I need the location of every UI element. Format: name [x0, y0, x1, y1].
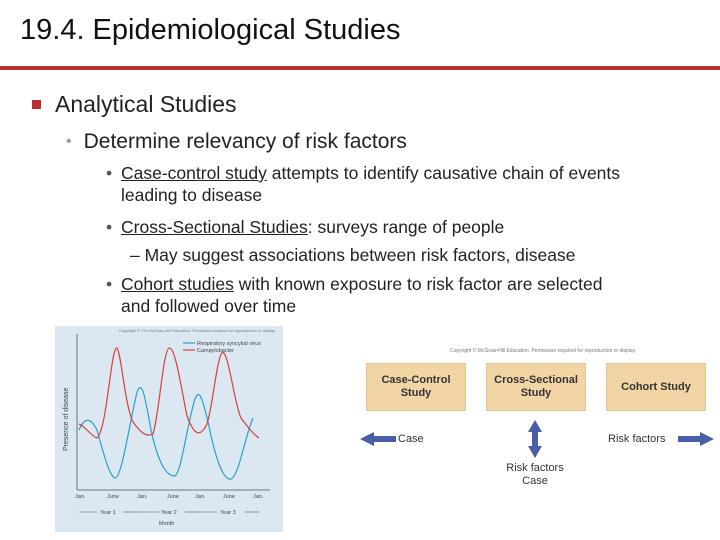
study-design-diagram [360, 345, 715, 495]
center-label-risk-factors: Risk factors [506, 462, 564, 474]
x-tick-2: Jan. [137, 494, 148, 500]
seasonal-disease-graphic [55, 326, 283, 532]
sub-bullet-associations: – May suggest associations between risk factors, disease [130, 245, 576, 265]
bullet-level1 [32, 91, 237, 118]
cross-sectional-text: : surveys range of people [307, 217, 505, 237]
cross-sectional-term: Cross-Sectional Studies [121, 217, 308, 237]
bullet-cohort [106, 273, 706, 317]
bullet-level2 [66, 130, 407, 154]
box-cohort: Cohort Study [606, 363, 706, 411]
figure-right-copyright: Copyright © McGraw-Hill Education. Permission required for reproduction or display. [450, 348, 637, 354]
slide-title: 19.4. Epidemiological Studies [20, 14, 401, 46]
x-tick-5: June [223, 494, 235, 500]
legend-campylobacter: Campylobacter [197, 348, 234, 354]
bullet-case-control [106, 162, 706, 206]
seasonal-disease-figure [55, 326, 283, 532]
legend-rsv: Respiratory syncytial virus [197, 341, 261, 347]
bullet-level1-text: Analytical Studies [55, 91, 237, 117]
vertical-double-arrow-icon [528, 420, 542, 458]
bullet-level2-text: Determine relevancy of risk factors [83, 130, 407, 153]
case-control-text: attempts to identify causative chain of events [266, 163, 621, 183]
right-arrow-label: Risk factors [608, 433, 666, 445]
right-arrow-icon [678, 432, 714, 446]
box-cross-sectional: Cross-Sectional Study [486, 363, 586, 411]
dot-bullet-icon: • [106, 274, 113, 294]
x-tick-4: Jan. [195, 494, 206, 500]
title-underline [0, 66, 720, 70]
dot-bullet-icon: • [106, 163, 113, 183]
cohort-text-line2: and followed over time [121, 296, 297, 316]
square-bullet-icon [32, 100, 41, 109]
case-control-term: Case-control study [121, 163, 267, 183]
y-axis-label: Presence of disease [63, 387, 70, 451]
dot-bullet-icon: • [106, 217, 113, 237]
center-label-case: Case [522, 475, 548, 487]
cohort-text: with known exposure to risk factor are selected [233, 274, 603, 294]
cohort-term: Cohort studies [121, 274, 234, 294]
dot-bullet-icon: • [66, 133, 72, 150]
year-1-label: Year 1 [100, 510, 116, 516]
bullet-cross-sectional [106, 216, 706, 238]
x-tick-3: June [167, 494, 179, 500]
x-tick-1: June [107, 494, 119, 500]
figure-left-copyright: Copyright © The McGraw-Hill Education. Permission required for reproduction or display. [119, 328, 276, 333]
left-arrow-icon [360, 432, 396, 446]
x-tick-0: Jan. [75, 494, 86, 500]
box-case-control: Case-Control Study [366, 363, 466, 411]
year-3-label: Year 3 [220, 510, 236, 516]
x-axis-label: Month [159, 521, 175, 527]
case-control-text-line2: leading to disease [121, 185, 263, 205]
year-2-label: Year 2 [161, 510, 177, 516]
left-arrow-label: Case [398, 433, 424, 445]
x-tick-6: Jan. [253, 494, 264, 500]
